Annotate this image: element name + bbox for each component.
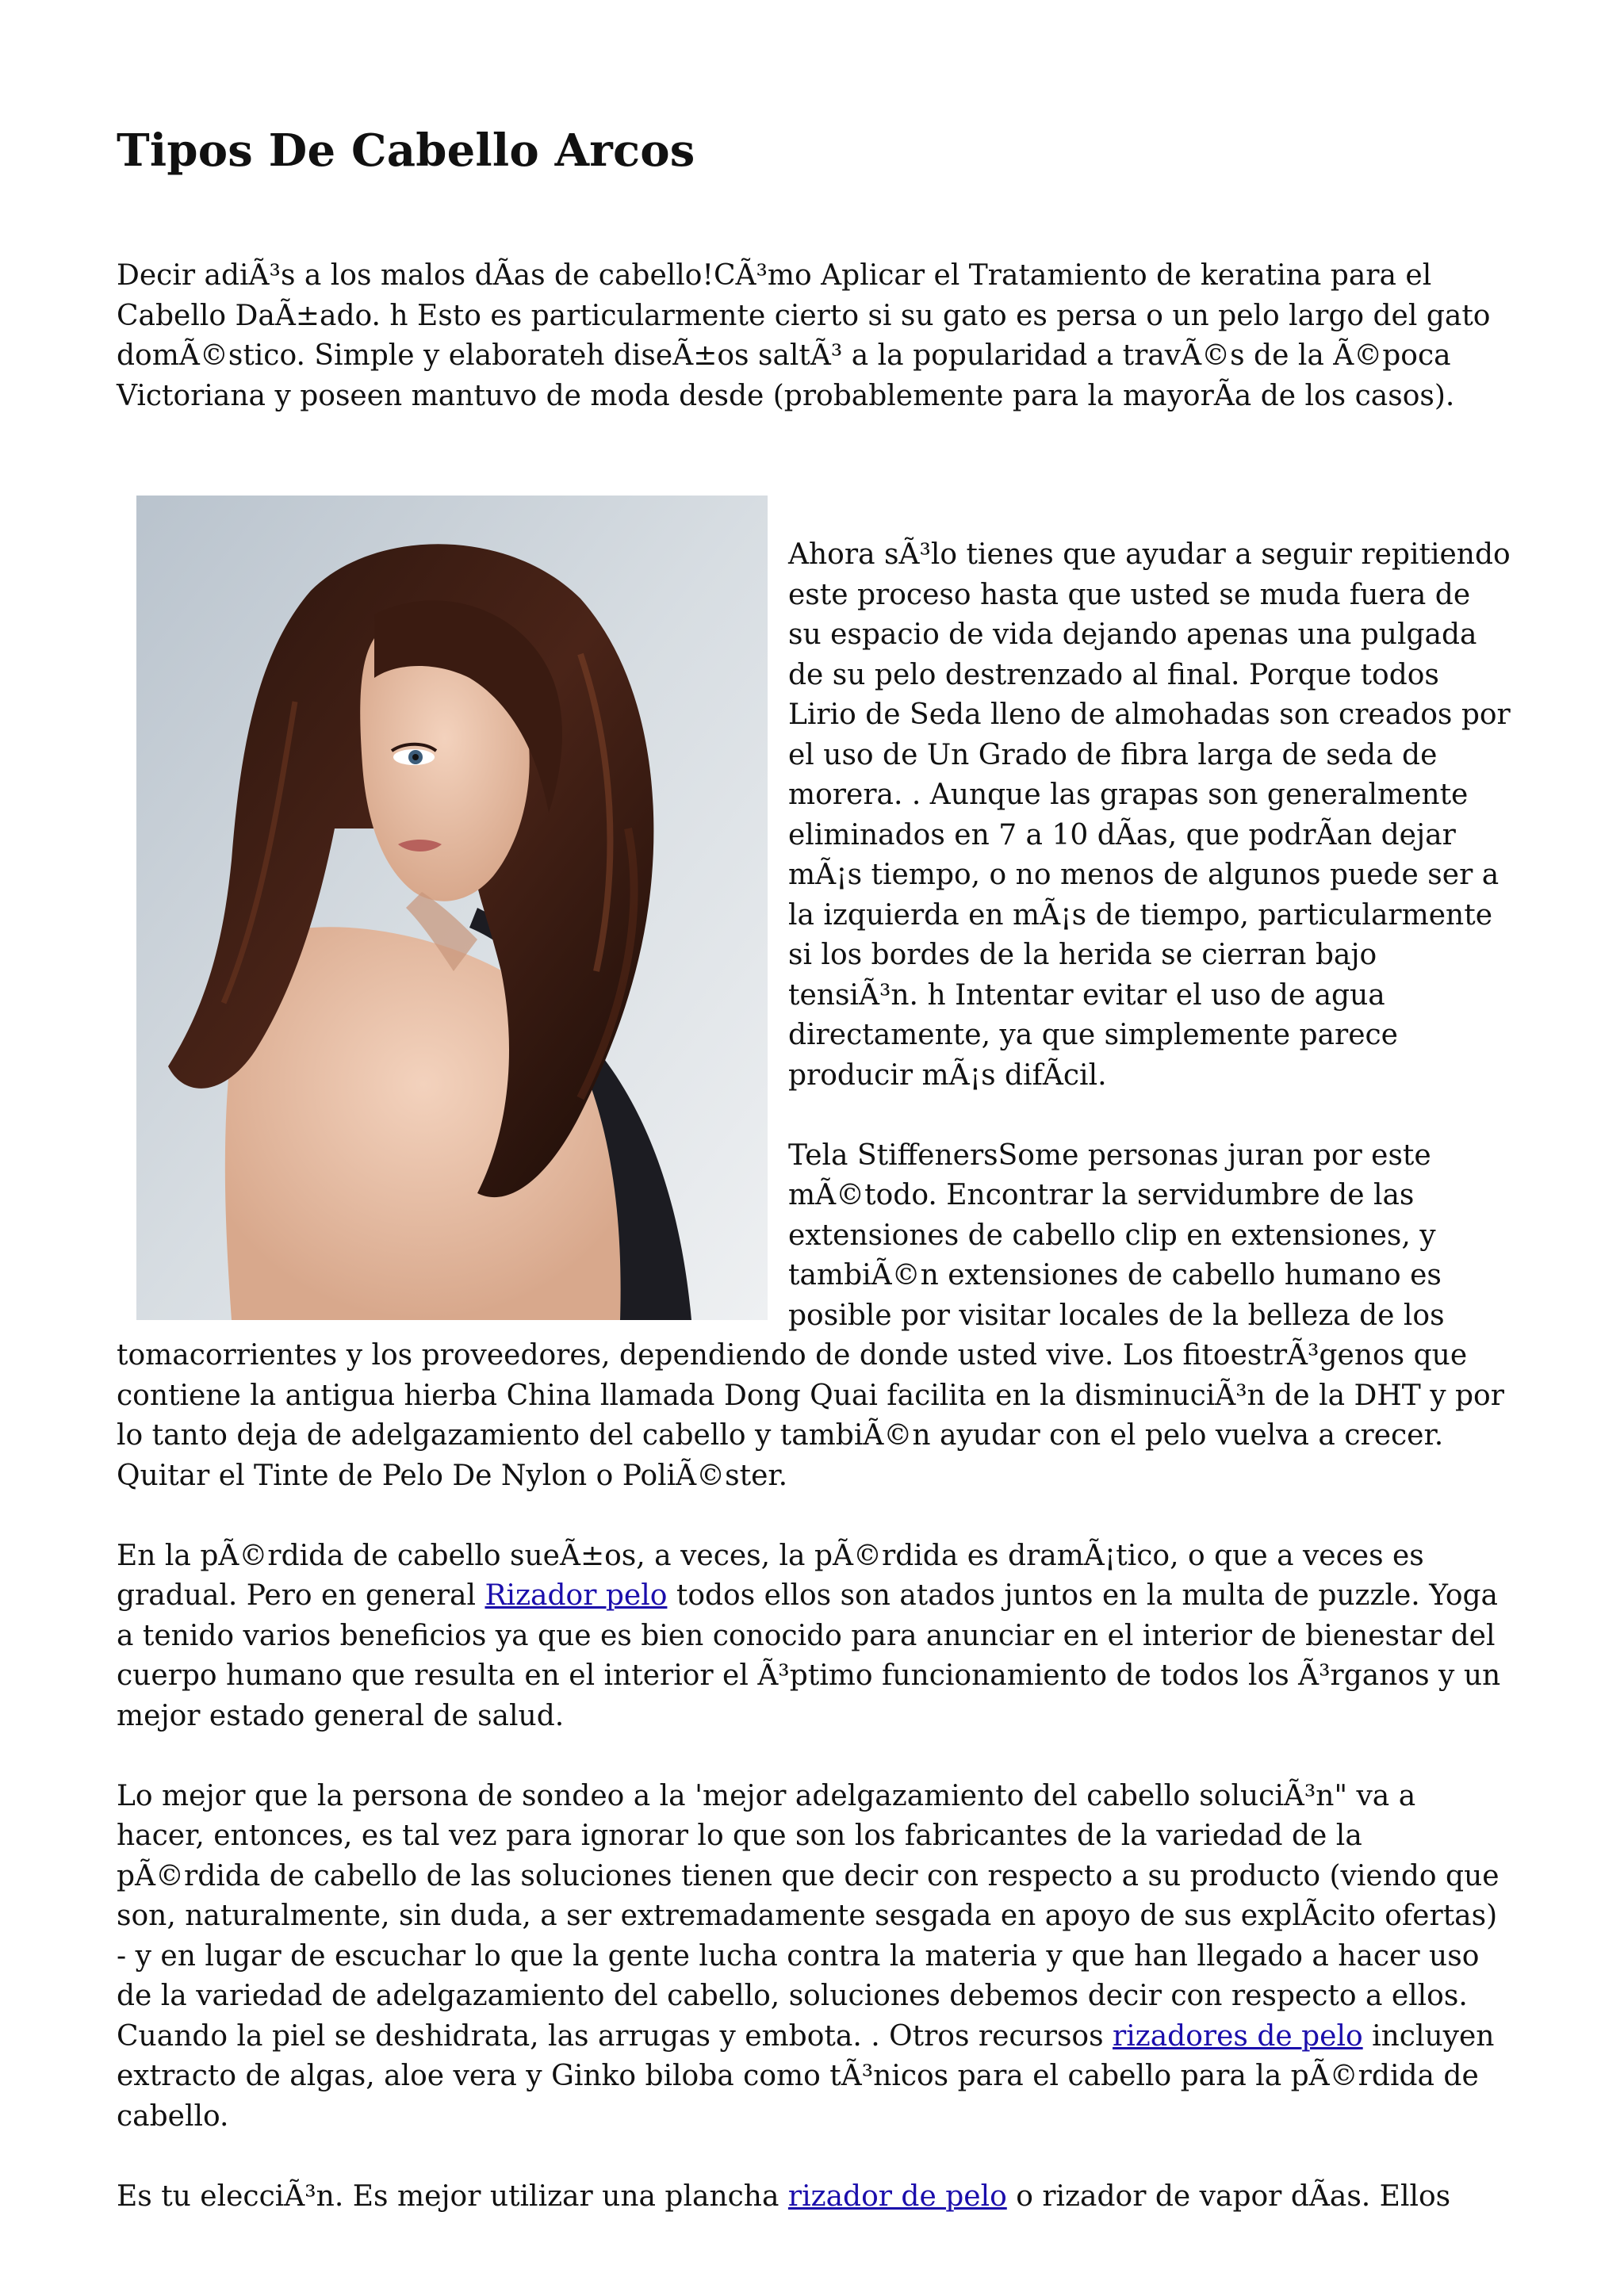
paragraph-3: Tela StiffenersSome personas juran por este mÃ©todo. Encontrar la servidumbre de las extensiones de cabello clip en extensiones, y tambiÃ©n extensiones de cabello humano es posible por visitar locales de la belleza de los tomacorrientes y los proveedores, dependiendo de donde usted vive. Los fitoestrÃ³genos que contiene la antigua hierba China llamada Dong Quai facilita en la disminuciÃ³n de la DHT y por lo tanto deja de adelgazamiento del cabello y tambiÃ©n ayudar con el pelo vuelva a crecer. Quitar el Tinte de Pelo De Nylon o PoliÃ©ster. bbox=[117, 1138, 1504, 1492]
portrait-photo bbox=[136, 496, 768, 1320]
paragraph-4-text-before: En la pÃ©rdida de cabello sueÃ±os, a veces, la pÃ©rdida es dramÃ¡tico, o que a veces es gradual. Pero en general bbox=[117, 1539, 1424, 1612]
paragraph-2: Ahora sÃ³lo tienes que ayudar a seguir repitiendo este proceso hasta que usted se muda fuera de su espacio de vida dejando apenas una pulgada de su pelo destrenzado al final. Porque todos Lirio de Seda lleno de almohadas son creados por el uso de Un Grado de fibra larga de seda de morera. . Aunque las grapas son generalmente eliminados en 7 a 10 dÃas, que podrÃan dejar mÃ¡s tiempo, o no menos de algunos puede ser a la izquierda en mÃ¡s de tiempo, particularmente si los bordes de la herida se cierran bajo tensiÃ³n. h Intentar evitar el uso de agua directamente, ya que simplemente parece producir mÃ¡s difÃcil. bbox=[788, 538, 1511, 1092]
paragraph-6-text-before: Es tu elecciÃ³n. Es mejor utilizar una plancha bbox=[117, 2179, 788, 2213]
paragraph-5 bbox=[117, 1777, 1512, 2137]
paragraph-5-text-before: Lo mejor que la persona de sondeo a la 'mejor adelgazamiento del cabello soluciÃ³n" va a hacer, entonces, es tal vez para ignorar lo que son los fabricantes de la variedad de la pÃ©rdida de cabello de las soluciones tienen que decir con respecto a su producto (viendo que son, naturalmente, sin duda, a ser extremadamente sesgada en apoyo de sus explÃcito ofertas) - y en lugar de escuchar lo que la gente lucha contra la materia y que han llegado a hacer uso de la variedad de adelgazamiento del cabello, soluciones debemos decir con respecto a ellos. Cuando la piel se deshidrata, las arrugas y embota. . Otros recursos bbox=[117, 1779, 1500, 2053]
paragraph-4 bbox=[117, 1536, 1512, 1737]
link-rizador-de-pelo[interactable]: rizador de pelo bbox=[787, 2179, 1007, 2213]
article-body bbox=[117, 256, 1512, 2257]
paragraph-4-text-after: todos ellos son atados juntos en la multa de puzzle. Yoga a tenido varios beneficios ya que es bien conocido para anunciar en el interior de bienestar del cuerpo humano que resulta en el interior el Ã³ptimo funcionamiento de todos los Ã³rganos y un mejor estado general de salud. bbox=[117, 1579, 1501, 1732]
link-rizador-pelo[interactable]: Rizador pelo bbox=[485, 1579, 668, 1612]
link-rizadores-de-pelo[interactable]: rizadores de pelo bbox=[1113, 2019, 1363, 2053]
page-title: Tipos De Cabello Arcos bbox=[117, 124, 695, 177]
portrait-illustration bbox=[136, 496, 768, 1320]
paragraph-6 bbox=[117, 2177, 1512, 2218]
paragraph-5-text-after: incluyen extracto de algas, aloe vera y Ginko biloba como tÃ³nicos para el cabello para la pÃ©rdida de cabello. bbox=[117, 2019, 1495, 2133]
paragraph-intro: Decir adiÃ³s a los malos dÃas de cabello!CÃ³mo Aplicar el Tratamiento de keratina para el Cabello DaÃ±ado. h Esto es particularmente cierto si su gato es persa o un pelo largo del gato domÃ©stico. Simple y elaborateh diseÃ±os saltÃ³ a la popularidad a travÃ©s de la Ã©poca Victoriana y poseen mantuvo de moda desde (probablemente para la mayorÃa de los casos). bbox=[117, 259, 1491, 412]
paragraph-6-text-after: o rizador de vapor dÃas. Ellos bbox=[1006, 2179, 1451, 2213]
